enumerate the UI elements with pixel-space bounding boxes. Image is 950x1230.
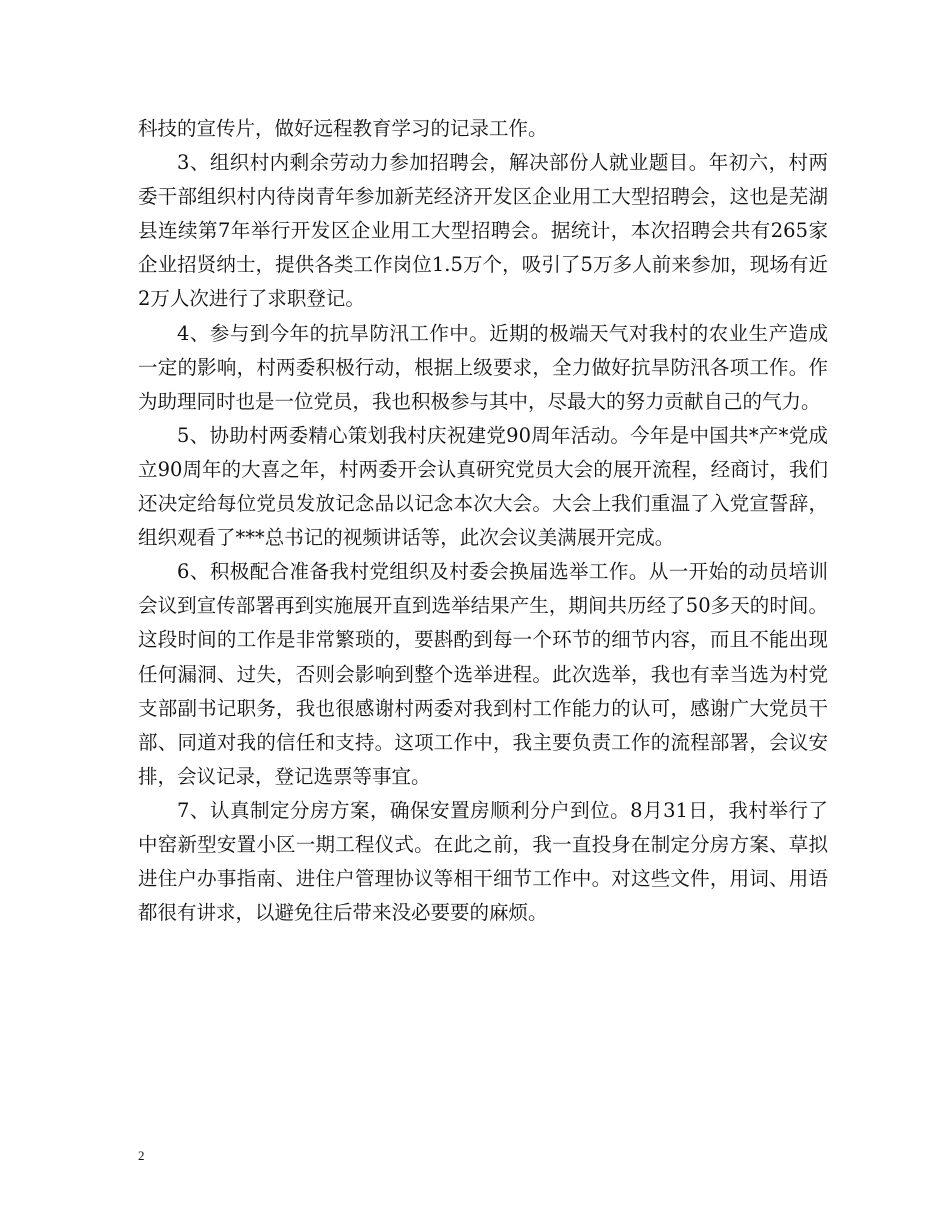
paragraph-item-6: 6、积极配合准备我村党组织及村委会换届选举工作。从一开始的动员培训会议到宣传部署再到实施展开直到选举结果产生，期间共历经了50多天的时间。这段时间的工作是非常繁琐的，要斟酌到每一个环节的细节内容，而且不能出现任何漏洞、过失，否则会影响到整个选举进程。此次选举，我也有幸当选为村党支部副书记职务，我也很感谢村两委对我到村工作能力的认可，感谢广大党员干部、同道对我的信任和支持。这项工作中，我主要负责工作的流程部署，会议安排，会议记录，登记选票等事宜。 (138, 560, 828, 788)
document-body (138, 112, 828, 930)
paragraph-item-7: 7、认真制定分房方案，确保安置房顺利分户到位。8月31日，我村举行了中窑新型安置小区一期工程仪式。在此之前，我一直投身在制定分房方案、草拟进住户办事指南、进住户管理协议等相干细节工作中。对这些文件，用词、用语都很有讲求，以避免往后带来没必要要的麻烦。 (138, 798, 828, 925)
paragraph-item-4: 4、参与到今年的抗旱防汛工作中。近期的极端天气对我村的农业生产造成一定的影响，村两委积极行动，根据上级要求，全力做好抗旱防汛各项工作。作为助理同时也是一位党员，我也积极参与其中，尽最大的努力贡献自己的气力。 (138, 321, 828, 413)
paragraph-item-5: 5、协助村两委精心策划我村庆祝建党90周年活动。今年是中国共*产*党成立90周年的大喜之年，村两委开会认真研究党员大会的展开流程，经商讨，我们还决定给每位党员发放记念品以记念本次大会。大会上我们重温了入党宣誓辞，组织观看了***总书记的视频讲话等，此次会议美满展开完成。 (138, 423, 828, 550)
page-number: 2 (138, 1148, 145, 1163)
paragraph-item-3: 3、组织村内剩余劳动力参加招聘会，解决部份人就业题目。年初六，村两委干部组织村内待岗青年参加新芜经济开发区企业用工大型招聘会，这也是芜湖县连续第7年举行开发区企业用工大型招聘会。据统计，本次招聘会共有265家企业招贤纳士，提供各类工作岗位1.5万个，吸引了5万多人前来参加，现场有近2万人次进行了求职登记。 (138, 151, 828, 311)
paragraph-continuation: 科技的宣传片，做好远程教育学习的记录工作。 (138, 117, 548, 140)
